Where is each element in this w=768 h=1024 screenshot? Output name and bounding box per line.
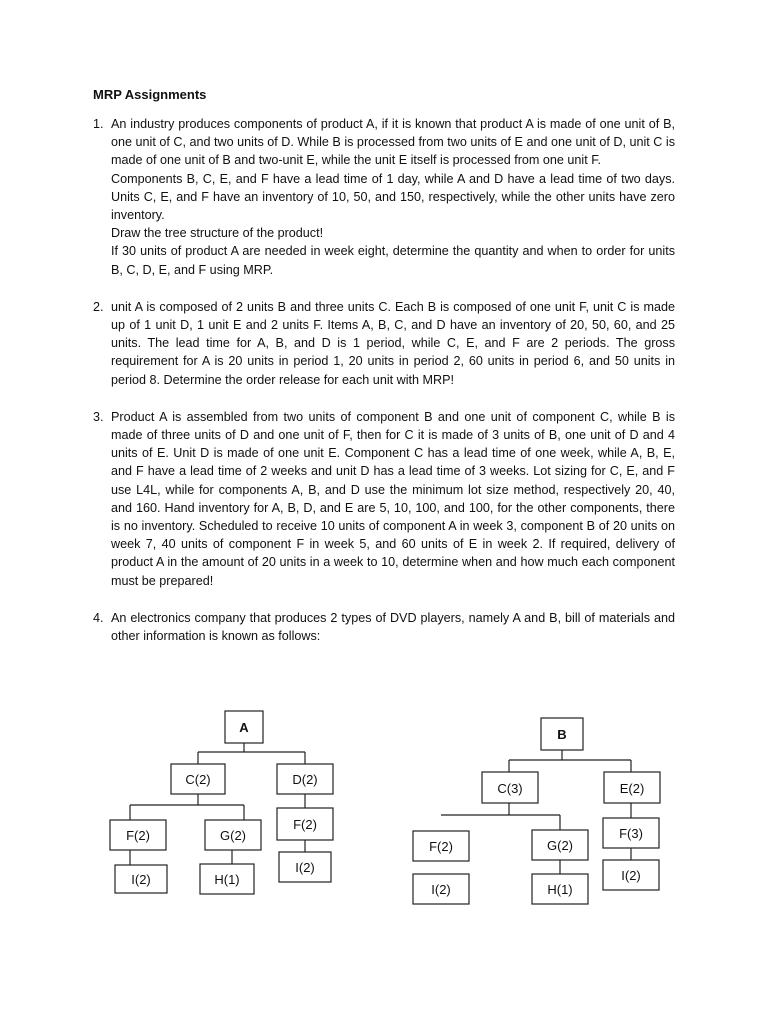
question-number: 2. — [93, 299, 104, 314]
node-label: H(1) — [547, 882, 573, 897]
node-label: C(2) — [185, 772, 211, 787]
node-label: I(2) — [131, 872, 151, 887]
question-number: 3. — [93, 409, 104, 424]
bom-node-a-f-right — [277, 808, 333, 840]
question-number: 4. — [93, 610, 104, 625]
node-label: B — [557, 727, 567, 742]
bom-node-a-f-left — [110, 820, 166, 850]
node-label: I(2) — [431, 882, 451, 897]
bom-node-b-e — [604, 772, 660, 803]
node-label: F(2) — [293, 817, 317, 832]
question-paragraph: Product A is assembled from two units of component B and one unit of component C, while B is made of three units of D and one unit of F, then for C it is made of 3 units of B, one unit of D and 4 units of E. Unit D is made of one unit E. Component C has a lead time of one week, while A, B, E, and F have a lead time of 2 weeks and unit D has a lead time of 3 weeks. Lot sizing for C, E, and F use L4L, while for components A, B, and D use the minimum lot size method, respectively 20, 40, and 160. Hand inventory for A, B, D, and E are 5, 10, 100, and 100, for the other components, there is no inventory. Scheduled to receive 10 units of component A in week 3, component B of 20 units on week 7, 40 units of component F in week 5, and 60 units of E in week 2. If required, delivery of product A in the amount of 20 units in a week to 10, determine when and how much each component must be prepared! — [111, 409, 675, 588]
node-label: F(2) — [429, 839, 453, 854]
node-label: C(3) — [497, 781, 523, 796]
node-label: F(2) — [126, 828, 150, 843]
bom-node-b-f-left — [413, 831, 469, 861]
bom-tree-a — [110, 711, 333, 894]
bom-node-a-root — [225, 711, 263, 743]
bom-node-b-i-left — [413, 874, 469, 904]
bom-node-a-g — [205, 820, 261, 850]
bom-node-b-root — [541, 718, 583, 750]
question-paragraph: Draw the tree structure of the product! — [111, 226, 324, 241]
bom-node-a-c — [171, 764, 225, 794]
question-paragraph: Components B, C, E, and F have a lead time of 1 day, while A and D have a lead time of two days. Units C, E, and F have an inventory of 10, 50, and 150, respectively, while the other units have zero inventory. — [111, 171, 675, 223]
bom-tree-b — [413, 718, 660, 904]
bom-node-a-d — [277, 764, 333, 794]
node-label: E(2) — [619, 781, 645, 796]
question-paragraph: unit A is composed of 2 units B and three units C. Each B is composed of one unit F, unit C is made up of 1 unit D, 1 unit E and 2 units F. Items A, B, C, and D have an inventory of 20, 50, 60, and 25 units. The lead time for A, B, and D is 1 period, while C, E, and F are 2 periods. The gross requirement for A is 20 units in period 1, 20 units in period 2, 60 units in period 6, and 50 units in period 8. Determine the order release for each unit with MRP! — [111, 299, 675, 387]
bom-node-a-i-left — [115, 865, 167, 893]
node-label: D(2) — [292, 772, 318, 787]
question-paragraph: An industry produces components of product A, if it is known that product A is made of one unit of B, one unit of C, and two units of D. While B is processed from two units of E and one unit of D, unit C is made of one unit of B and two-unit E, while the unit E itself is processed from one unit F. — [111, 117, 675, 168]
bom-node-b-h — [532, 874, 588, 904]
bom-node-b-c — [482, 772, 538, 803]
bom-node-b-f-right — [603, 818, 659, 848]
bom-node-a-h — [200, 864, 254, 894]
bom-node-b-i-right — [603, 860, 659, 890]
question-paragraph: An electronics company that produces 2 types of DVD players, namely A and B, bill of materials and other information is known as follows: — [111, 610, 675, 644]
node-label: A — [239, 720, 249, 735]
node-label: H(1) — [214, 872, 240, 887]
question-paragraph: If 30 units of product A are needed in week eight, determine the quantity and when to order for units B, C, D, E, and F using MRP. — [111, 244, 675, 277]
node-label: I(2) — [621, 868, 641, 883]
question-number: 1. — [93, 117, 104, 131]
node-label: F(3) — [619, 826, 643, 841]
bom-node-a-i-right — [279, 852, 331, 882]
node-label: I(2) — [295, 860, 315, 875]
page-title: MRP Assignments — [93, 87, 207, 102]
node-label: G(2) — [547, 838, 573, 853]
bom-node-b-g — [532, 830, 588, 860]
node-label: G(2) — [220, 828, 246, 843]
